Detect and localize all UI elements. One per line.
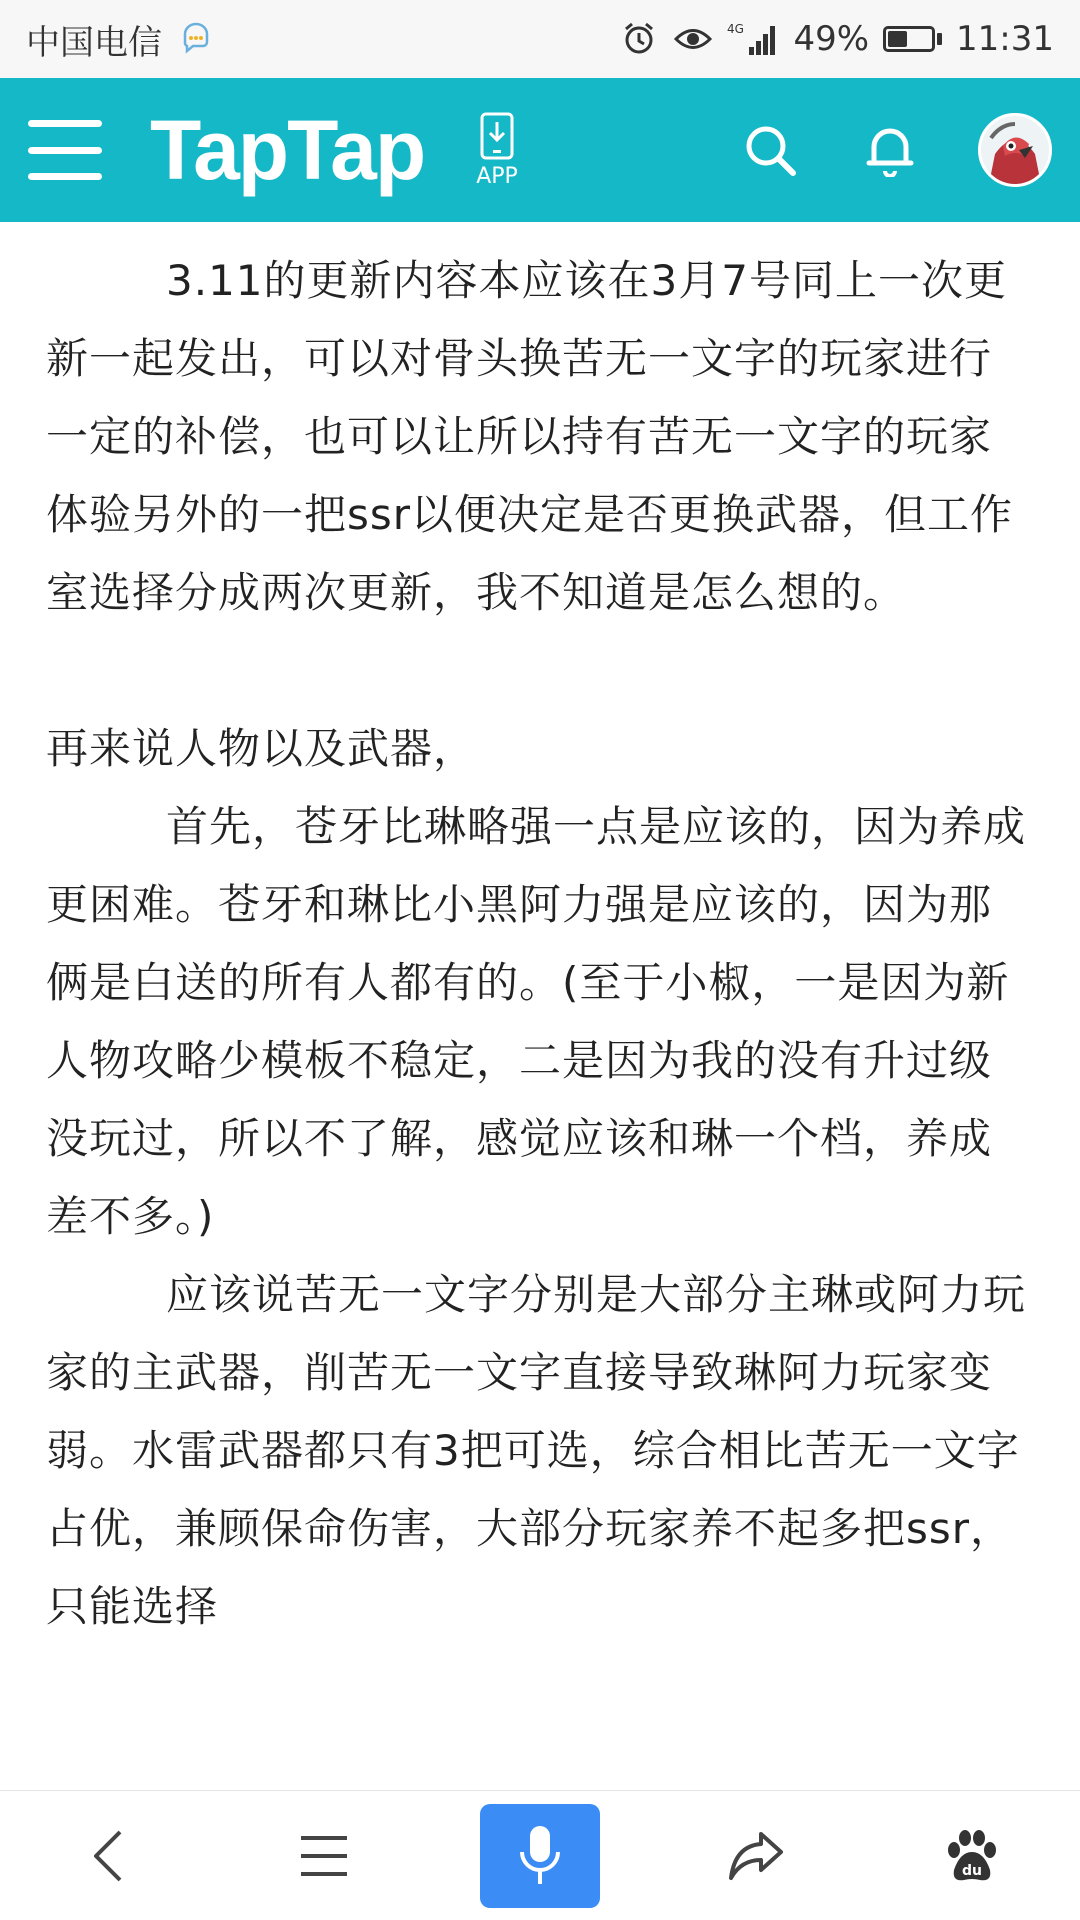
article-paragraph: 3.11的更新内容本应该在3月7号同上一次更新一起发出，可以对骨头换苦无一文字的玩家进行一定的补偿，也可以让所以持有苦无一文字的玩家体验另外的一把ssr以便决定是否更换武器，但工作室选择分成两次更新，我不知道是怎么想的。 xyxy=(46,256,1014,617)
menu-button[interactable] xyxy=(264,1801,384,1911)
notification-chat-icon xyxy=(176,19,216,59)
header-actions xyxy=(738,113,1052,187)
article-paragraph: 应该说苦无一文字分别是大部分主琳或阿力玩家的主武器，削苦无一文字直接导致琳阿力玩家变弱。水雷武器都只有3把可选，综合相比苦无一文字占优，兼顾保命伤害，大部分玩家养不起多把ssr，只能选择 xyxy=(46,1270,1027,1631)
download-app-button[interactable] xyxy=(476,112,518,189)
app-header xyxy=(0,78,1080,222)
hamburger-menu-icon[interactable] xyxy=(28,120,102,180)
battery-fill xyxy=(888,31,907,47)
share-button[interactable] xyxy=(696,1801,816,1911)
search-icon xyxy=(743,123,797,177)
article-paragraph: 首先，苍牙比琳略强一点是应该的，因为养成更困难。苍牙和琳比小黑阿力强是应该的，因为那俩是白送的所有人都有的。(至于小椒，一是因为新人物攻略少模板不稳定，二是因为我的没有升过级没玩过，所以不了解，感觉应该和琳一个档，养成差不多。) xyxy=(46,802,1027,1241)
status-left xyxy=(26,15,216,64)
menu-icon xyxy=(299,1834,349,1878)
bell-icon xyxy=(865,123,915,177)
carrier-name: 中国电信 xyxy=(26,22,162,63)
svg-text:du: du xyxy=(962,1862,982,1879)
alarm-icon xyxy=(619,19,659,59)
notifications-button[interactable] xyxy=(858,118,922,182)
user-avatar[interactable] xyxy=(978,113,1052,187)
battery-percent: 49% xyxy=(793,19,870,59)
voice-input-button[interactable] xyxy=(480,1804,600,1908)
article-paragraph: 再来说人物以及武器， xyxy=(46,724,477,773)
bottom-toolbar xyxy=(0,1790,1080,1920)
avatar-image-icon xyxy=(981,116,1049,184)
paragraph-spacer xyxy=(46,632,1032,710)
back-icon xyxy=(88,1828,128,1884)
app-label: APP xyxy=(476,163,518,189)
article-content xyxy=(0,222,1080,1790)
eye-comfort-icon xyxy=(673,19,713,59)
taptap-logo[interactable]: TapTap xyxy=(150,103,425,197)
baidu-paw-icon xyxy=(944,1828,1000,1884)
baidu-button[interactable] xyxy=(912,1801,1032,1911)
network-type-label: 4G xyxy=(727,22,745,36)
microphone-icon xyxy=(518,1824,562,1888)
signal-4g-icon xyxy=(727,19,779,59)
battery-icon xyxy=(883,26,942,52)
clock: 11:31 xyxy=(956,19,1054,59)
back-button[interactable] xyxy=(48,1801,168,1911)
search-button[interactable] xyxy=(738,118,802,182)
phone-download-icon xyxy=(480,112,514,160)
status-right xyxy=(619,19,1054,59)
share-icon xyxy=(727,1830,785,1882)
status-bar xyxy=(0,0,1080,78)
